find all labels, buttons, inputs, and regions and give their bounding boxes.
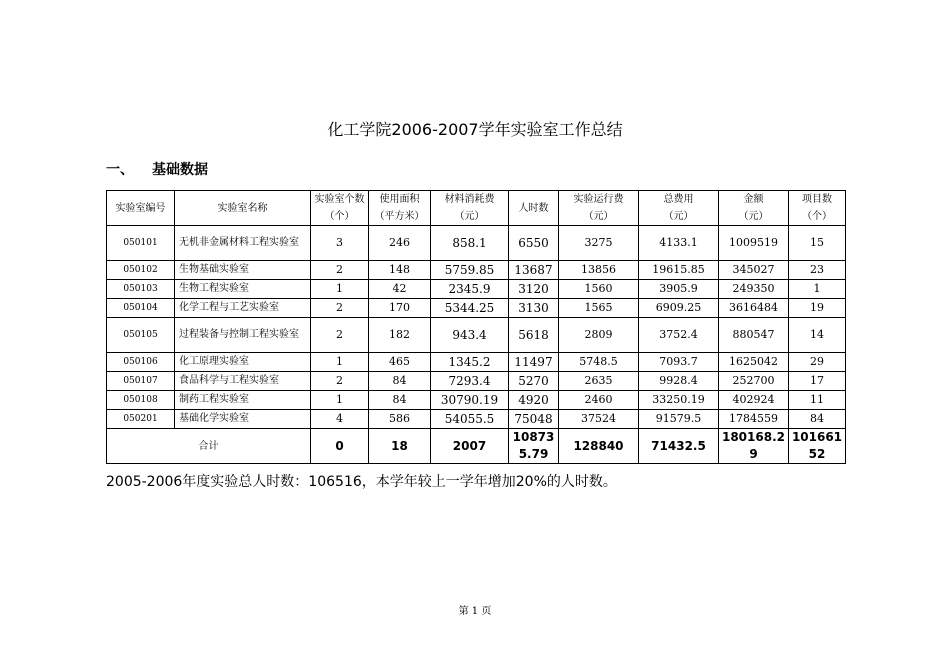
cell-running: 2809 — [559, 318, 639, 353]
cell-running: 37524 — [559, 410, 639, 429]
page-title: 化工学院2006-2007学年实验室工作总结 — [327, 120, 623, 139]
header-lab-name: 实验室名称 — [175, 191, 311, 226]
total-hours: 108735.79 — [509, 429, 559, 464]
total-total-cost: 71432.5 — [639, 429, 719, 464]
cell-hours: 75048 — [509, 410, 559, 429]
cell-name: 生物基础实验室 — [175, 261, 311, 280]
total-projects: 10166152 — [789, 429, 846, 464]
cell-count: 3 — [311, 226, 369, 261]
cell-hours: 6550 — [509, 226, 559, 261]
cell-total: 91579.5 — [639, 410, 719, 429]
cell-running: 1560 — [559, 280, 639, 299]
cell-name: 食品科学与工程实验室 — [175, 372, 311, 391]
cell-count: 2 — [311, 261, 369, 280]
cell-count: 2 — [311, 318, 369, 353]
header-person-hours: 人时数 — [509, 191, 559, 226]
cell-name: 基础化学实验室 — [175, 410, 311, 429]
table-header-row — [107, 191, 846, 226]
cell-code: 050108 — [107, 391, 175, 410]
cell-area: 246 — [369, 226, 431, 261]
cell-amount: 249350 — [719, 280, 789, 299]
total-material: 2007 — [431, 429, 509, 464]
cell-code: 050101 — [107, 226, 175, 261]
cell-total: 3905.9 — [639, 280, 719, 299]
header-running-cost: 实验运行费 （元） — [559, 191, 639, 226]
cell-area: 84 — [369, 372, 431, 391]
cell-projects: 1 — [789, 280, 846, 299]
cell-total: 7093.7 — [639, 353, 719, 372]
cell-running: 1565 — [559, 299, 639, 318]
table-row — [107, 410, 846, 429]
cell-code: 050201 — [107, 410, 175, 429]
cell-total: 9928.4 — [639, 372, 719, 391]
cell-material: 5759.85 — [431, 261, 509, 280]
cell-amount: 252700 — [719, 372, 789, 391]
header-material-cost: 材料消耗费 （元） — [431, 191, 509, 226]
cell-projects: 84 — [789, 410, 846, 429]
cell-name: 化学工程与工艺实验室 — [175, 299, 311, 318]
page-footer: 第 1 页 — [458, 606, 492, 617]
cell-count: 1 — [311, 391, 369, 410]
cell-running: 3275 — [559, 226, 639, 261]
cell-material: 2345.9 — [431, 280, 509, 299]
cell-area: 170 — [369, 299, 431, 318]
cell-hours: 11497 — [509, 353, 559, 372]
cell-projects: 17 — [789, 372, 846, 391]
header-lab-code: 实验室编号 — [107, 191, 175, 226]
cell-count: 2 — [311, 299, 369, 318]
cell-code: 050105 — [107, 318, 175, 353]
cell-projects: 14 — [789, 318, 846, 353]
cell-code: 050102 — [107, 261, 175, 280]
cell-code: 050103 — [107, 280, 175, 299]
cell-running: 2635 — [559, 372, 639, 391]
table-row — [107, 299, 846, 318]
header-lab-count: 实验室个数 （个） — [311, 191, 369, 226]
section-heading — [106, 159, 208, 179]
cell-name: 化工原理实验室 — [175, 353, 311, 372]
total-count: 0 — [311, 429, 369, 464]
total-area: 18 — [369, 429, 431, 464]
cell-area: 148 — [369, 261, 431, 280]
cell-material: 943.4 — [431, 318, 509, 353]
cell-material: 5344.25 — [431, 299, 509, 318]
cell-material: 30790.19 — [431, 391, 509, 410]
cell-count: 2 — [311, 372, 369, 391]
cell-hours: 3130 — [509, 299, 559, 318]
cell-total: 3752.4 — [639, 318, 719, 353]
summary-text: 2005-2006年度实验总人时数：106516，本学年较上一学年增加20%的人时数。 — [106, 474, 617, 490]
cell-code: 050104 — [107, 299, 175, 318]
cell-hours: 3120 — [509, 280, 559, 299]
cell-amount: 402924 — [719, 391, 789, 410]
section-number: 一、 — [106, 162, 134, 178]
cell-area: 182 — [369, 318, 431, 353]
cell-amount: 880547 — [719, 318, 789, 353]
cell-code: 050107 — [107, 372, 175, 391]
cell-hours: 4920 — [509, 391, 559, 410]
cell-hours: 5618 — [509, 318, 559, 353]
cell-total: 4133.1 — [639, 226, 719, 261]
cell-area: 42 — [369, 280, 431, 299]
cell-projects: 11 — [789, 391, 846, 410]
cell-code: 050106 — [107, 353, 175, 372]
cell-count: 4 — [311, 410, 369, 429]
table-row — [107, 391, 846, 410]
header-total-cost: 总费用 （元） — [639, 191, 719, 226]
table-row — [107, 226, 846, 261]
cell-material: 54055.5 — [431, 410, 509, 429]
header-project-count: 项目数 （个） — [789, 191, 846, 226]
header-area: 使用面积 （平方米） — [369, 191, 431, 226]
cell-projects: 19 — [789, 299, 846, 318]
table-row — [107, 261, 846, 280]
cell-projects: 15 — [789, 226, 846, 261]
cell-total: 19615.85 — [639, 261, 719, 280]
cell-area: 586 — [369, 410, 431, 429]
cell-total: 33250.19 — [639, 391, 719, 410]
cell-name: 无机非金属材料工程实验室 — [175, 226, 311, 261]
cell-amount: 1625042 — [719, 353, 789, 372]
table-row — [107, 353, 846, 372]
cell-amount: 1784559 — [719, 410, 789, 429]
cell-projects: 23 — [789, 261, 846, 280]
cell-projects: 29 — [789, 353, 846, 372]
cell-count: 1 — [311, 280, 369, 299]
lab-data-table — [106, 190, 846, 464]
cell-name: 制药工程实验室 — [175, 391, 311, 410]
cell-area: 465 — [369, 353, 431, 372]
cell-running: 13856 — [559, 261, 639, 280]
cell-hours: 5270 — [509, 372, 559, 391]
table-total-row — [107, 429, 846, 464]
cell-material: 858.1 — [431, 226, 509, 261]
cell-material: 1345.2 — [431, 353, 509, 372]
total-amount: 180168.29 — [719, 429, 789, 464]
cell-amount: 345027 — [719, 261, 789, 280]
cell-name: 过程装备与控制工程实验室 — [175, 318, 311, 353]
table-row — [107, 372, 846, 391]
header-amount: 金额 （元） — [719, 191, 789, 226]
table-row — [107, 280, 846, 299]
cell-count: 1 — [311, 353, 369, 372]
cell-amount: 3616484 — [719, 299, 789, 318]
cell-total: 6909.25 — [639, 299, 719, 318]
total-running: 128840 — [559, 429, 639, 464]
cell-hours: 13687 — [509, 261, 559, 280]
cell-amount: 1009519 — [719, 226, 789, 261]
cell-material: 7293.4 — [431, 372, 509, 391]
cell-running: 2460 — [559, 391, 639, 410]
section-title: 基础数据 — [152, 162, 208, 178]
table-row — [107, 318, 846, 353]
cell-name: 生物工程实验室 — [175, 280, 311, 299]
cell-area: 84 — [369, 391, 431, 410]
cell-running: 5748.5 — [559, 353, 639, 372]
total-label: 合计 — [107, 429, 311, 464]
